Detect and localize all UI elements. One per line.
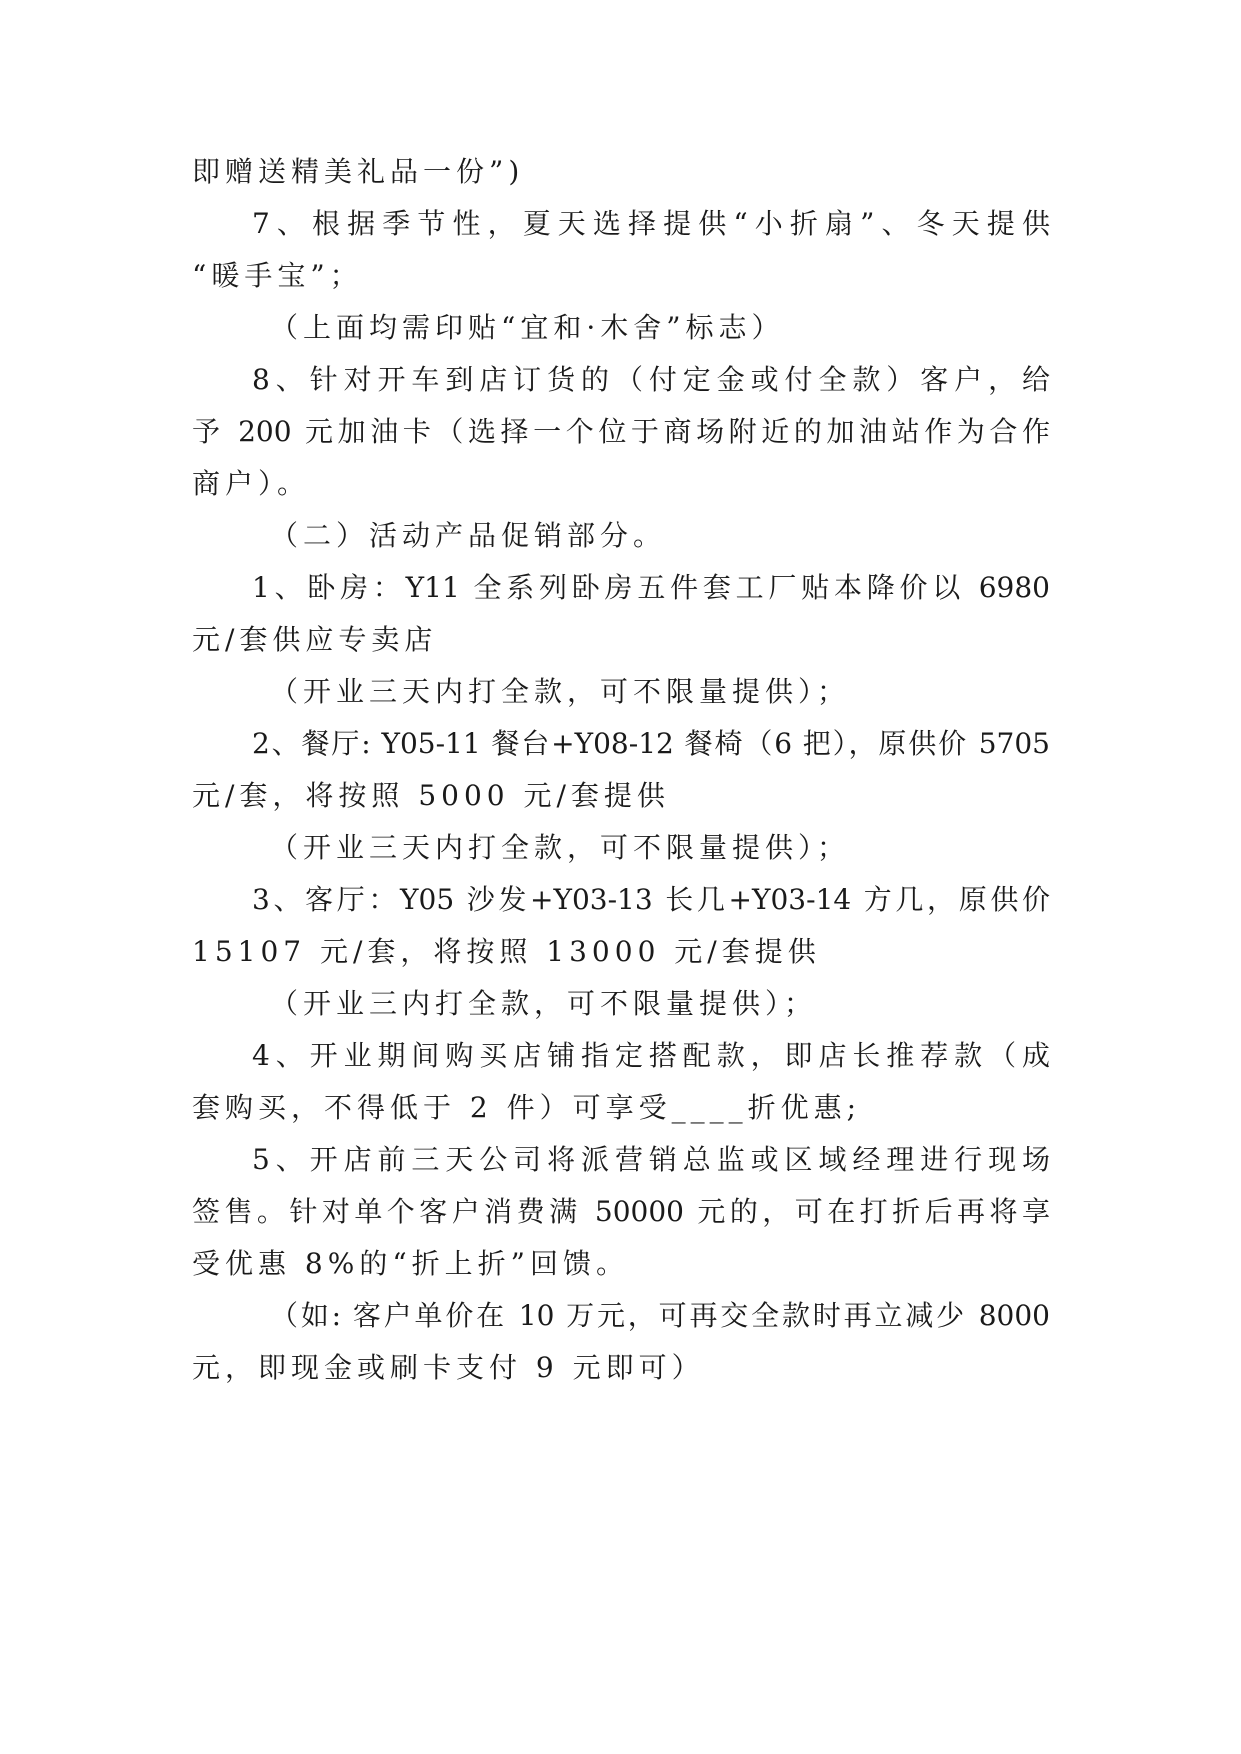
text-line: （二）活动产品促销部分。: [270, 519, 667, 552]
text-line: 商户）。: [192, 467, 311, 500]
text-line: 签售。针对单个客户消费满 50000 元的，可在打折后再将享: [192, 1195, 1050, 1228]
text-line: 即赠送精美礼品一份”): [192, 155, 525, 188]
text-line: 7、根据季节性，夏天选择提供“小折扇”、冬天提供: [252, 207, 1050, 240]
text-line: （开业三天内打全款，可不限量提供）；: [270, 831, 851, 864]
text-line: （开业三天内打全款，可不限量提供）；: [270, 675, 851, 708]
text-line: “暖手宝”；: [192, 259, 363, 292]
text-line: （开业三内打全款，可不限量提供）；: [270, 987, 818, 1020]
text-line: 15107 元/套，将按照 13000 元/套提供: [192, 935, 821, 968]
text-line: 3、客厅：Y05 沙发+Y03-13 长几+Y03-14 方几，原供价: [252, 883, 1050, 916]
text-line: 元/套供应专卖店: [192, 623, 438, 656]
text-line: 套购买，不得低于 2 件）可享受____折优惠;: [192, 1091, 862, 1124]
text-line: （如: 客户单价在 10 万元，可再交全款时再立减少 8000: [270, 1299, 1050, 1332]
text-line: 予 200 元加油卡（选择一个位于商场附近的加油站作为合作: [192, 415, 1050, 448]
text-line: 8、针对开车到店订货的（付定金或付全款）客户，给: [252, 363, 1050, 396]
text-line: 5、开店前三天公司将派营销总监或区域经理进行现场: [252, 1143, 1050, 1176]
text-line: （上面均需印贴“宜和·木舍”标志）: [270, 311, 785, 344]
text-line: 4、开业期间购买店铺指定搭配款，即店长推荐款（成: [252, 1039, 1050, 1072]
text-line: 受优惠 8%的“折上折”回馈。: [192, 1247, 629, 1280]
text-line: 元，即现金或刷卡支付 9 元即可）: [192, 1351, 705, 1384]
text-line: 元/套，将按照 5000 元/套提供: [192, 779, 670, 812]
text-line: 1、卧房：Y11 全系列卧房五件套工厂贴本降价以 6980: [252, 571, 1050, 604]
text-line: 2、餐厅: Y05-11 餐台+Y08-12 餐椅（6 把），原供价 5705: [252, 727, 1050, 760]
